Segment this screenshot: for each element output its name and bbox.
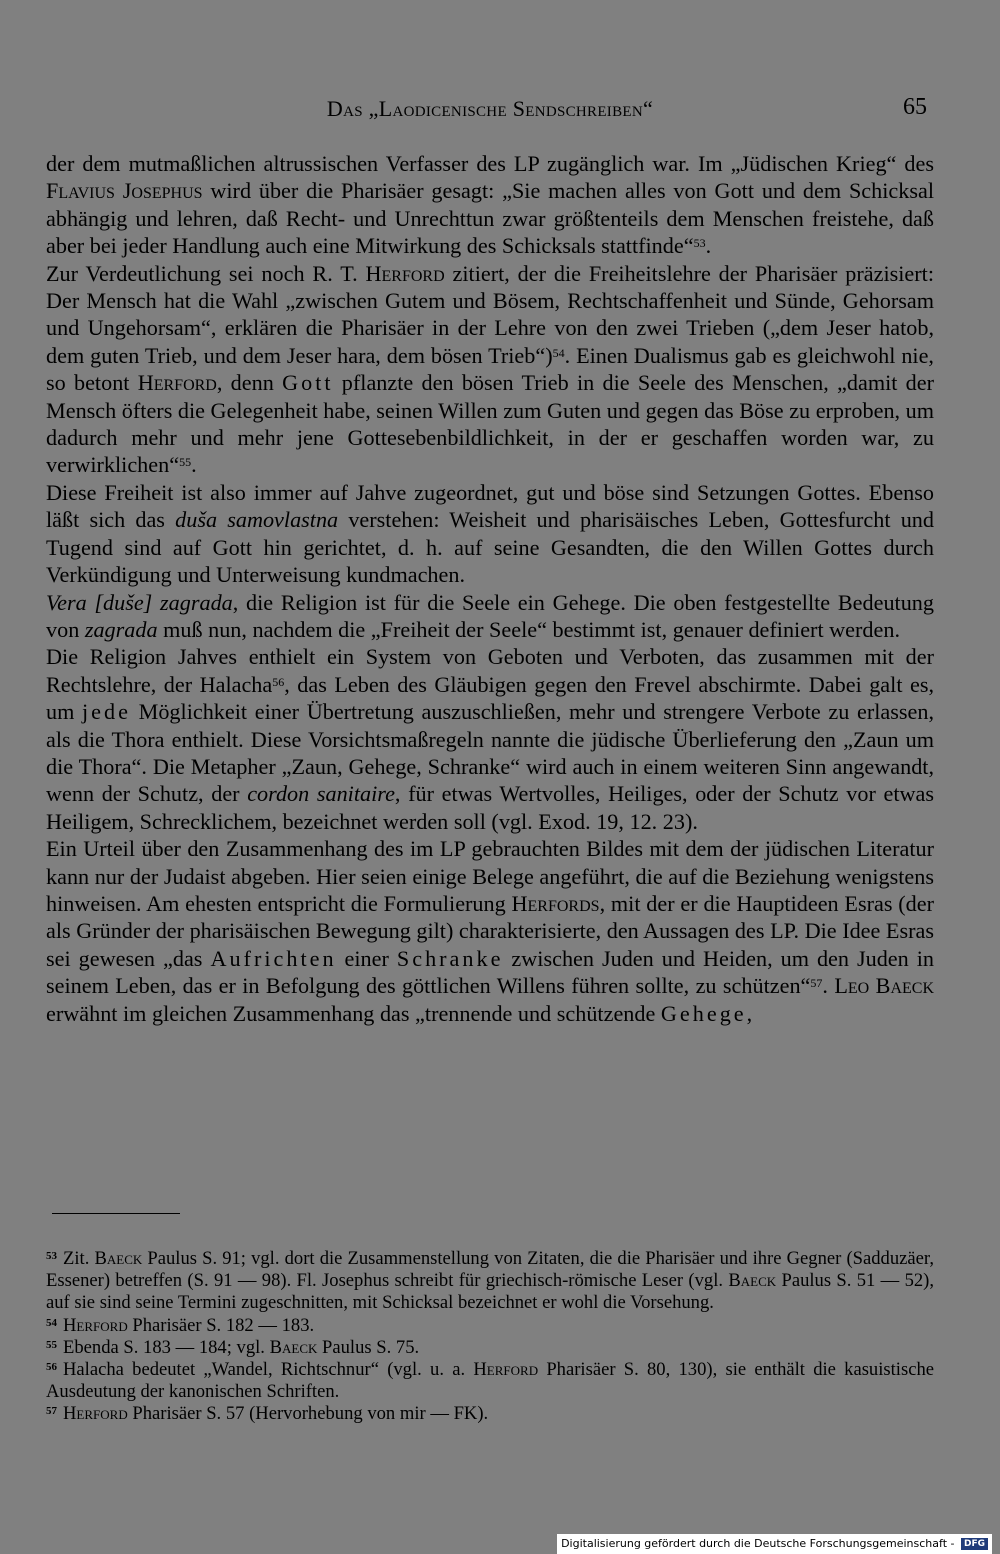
paragraph-4 — [46, 589, 934, 644]
text-run: , denn — [216, 370, 283, 396]
paragraph-2 — [46, 260, 934, 479]
footnote-ref-55[interactable]: 55 — [179, 455, 192, 470]
text-run: einer — [336, 945, 397, 971]
running-title: Das „Laodicenische Sendschreiben“ — [326, 96, 654, 121]
footnote-57 — [46, 1403, 934, 1425]
footnote-53 — [46, 1248, 934, 1315]
text-run: Pharisäer S. 80, 130), sie enthält die kasuistische Ausdeutung der kanonischen Schriften. — [46, 1359, 935, 1403]
footnote-ref-56[interactable]: 56 — [272, 674, 285, 689]
italic-term: zagrada — [84, 616, 158, 642]
italic-term: cordon sanitaire — [247, 781, 395, 807]
footnote-55 — [46, 1337, 934, 1359]
paragraph-1 — [46, 150, 934, 260]
digitization-credit — [557, 1534, 992, 1554]
italic-term: Vera [duše] zagrada — [46, 589, 233, 615]
dfg-logo[interactable]: DFG — [961, 1538, 988, 1550]
author-name: Baeck — [94, 1248, 143, 1269]
text-run: zwischen Juden und Heiden, um den Juden in seinem Leben, das er in Befolgung des göttlichen Willens führen sollte, zu schützen“ — [46, 945, 934, 999]
paragraph-6 — [46, 835, 934, 1027]
text-run: , die Religion ist für die Seele ein Gehege. Die oben festgestellte Bedeutung von — [46, 589, 934, 642]
credit-separator: - — [947, 1537, 958, 1550]
text-run: Ebenda S. 183 — 184; vgl. — [63, 1336, 270, 1358]
text-run: . — [705, 233, 712, 259]
spaced-emphasis: jede — [82, 699, 131, 725]
author-name: Baeck — [728, 1270, 777, 1292]
main-text — [46, 150, 934, 1027]
text-run: Paulus S. 51 — 52), auf sie sind seine Termini zugeschnitten, mit Schicksal bezeichnet er wohl die Vorsehung. — [46, 1270, 935, 1314]
author-name: Herford — [63, 1314, 128, 1336]
author-name: Herford — [365, 260, 445, 286]
text-run: . — [822, 973, 835, 999]
spaced-emphasis: Gott — [282, 370, 334, 396]
italic-term: duša samovlastna — [175, 507, 339, 533]
page-number: 65 — [903, 94, 927, 120]
text-run: Zur Verdeutlichung sei noch R. T. — [46, 260, 366, 286]
footnote-ref-53[interactable]: 53 — [693, 236, 706, 251]
text-run: Pharisäer S. 57 (Hervorhebung von mir — FK). — [127, 1403, 489, 1425]
author-name: Herfords — [511, 890, 600, 916]
paragraph-3 — [46, 479, 934, 589]
spaced-emphasis: Schranke — [396, 945, 504, 971]
author-name: Herford — [473, 1359, 539, 1381]
text-run: , — [746, 1000, 753, 1026]
text-run: pflanzte den bösen Trieb in die Seele des Menschen, „damit der Mensch öfters die Gelegenheit habe, seinen Willen zum Guten und gegen das Böse zu erproben, um dadurch mehr und mehr jene Gottesebenbildlichkeit, in der er geschaffen worden war, zu verwirklichen“ — [46, 370, 934, 478]
text-run: der dem mutmaßlichen altrussischen Verfasser des LP zugänglich war. Im „Jüdischen Krieg“ des — [46, 151, 934, 176]
text-run: . — [191, 452, 197, 478]
spaced-emphasis: Gehege — [660, 1000, 747, 1026]
text-run: . Einen Dualismus gab es gleichwohl nie, so betont — [46, 342, 934, 396]
credit-text: Digitalisierung gefördert durch die Deutsche Forschungsgemeinschaft — [561, 1537, 948, 1550]
text-run: Zit. — [63, 1248, 95, 1269]
footnote-number: 57 — [46, 1405, 57, 1418]
text-run: Die Religion Jahves enthielt ein System von Geboten und Verboten, das zusammen mit der Rechtslehre, der Halacha — [46, 644, 934, 697]
text-run: Diese Freiheit ist also immer auf Jahve zugeordnet, gut und böse sind Setzungen Gottes. Ebenso läßt sich das — [46, 479, 934, 533]
text-run: Pharisäer S. 182 — 183. — [127, 1314, 315, 1336]
text-run: , für etwas Wertvolles, Heiliges, oder der Schutz vor etwas Heiligem, Schrecklichem, bezeichnet werden soll (vgl. Exod. 19, 12. 23). — [46, 781, 934, 834]
text-run: Halacha bedeutet „Wandel, Richtschnur“ (vgl. u. a. — [63, 1359, 474, 1381]
text-run: verstehen: Weisheit und pharisäisches Leben, Gottesfurcht und Tugend sind auf Gott hin gerichtet, d. h. auf seine Gesandten, die den Willen Gottes durch Verkündigung und Unterweisung kundmachen. — [46, 507, 934, 588]
footnote-number: 54 — [46, 1316, 57, 1329]
paragraph-5 — [46, 643, 934, 835]
footnote-56 — [46, 1359, 934, 1403]
author-name: Herford — [137, 370, 217, 396]
footnote-number: 53 — [46, 1250, 57, 1262]
footnotes — [46, 1248, 934, 1426]
footnote-ref-57[interactable]: 57 — [810, 976, 823, 991]
text-run: , das Leben des Gläubigen gegen den Frevel abschirmte. Dabei galt es, um — [46, 671, 934, 725]
text-run: wird über die Pharisäer gesagt: „Sie machen alles von Gott und dem Schicksal abhängig und lehren, daß Recht- und Unrechttun zwar größtenteils dem Menschen freistehe, daß aber bei jeder Handlung auch eine Mitwirkung des Schicksals stattfinde“ — [46, 178, 934, 259]
footnote-54 — [46, 1315, 934, 1337]
text-run: , mit der er die Hauptideen Esras (der als Gründer der pharisäischen Bewegung gilt) charakterisierte, den Aussagen des LP. Die Idee Esras sei gewesen „das — [46, 890, 935, 971]
text-run: Paulus S. 91; vgl. dort die Zusammenstellung von Zitaten, die die Pharisäer und ihre Gegner (Sadduzäer, Essener) betreffen (S. 91 — 98). Fl. Josephus schreibt für griechisch-römische Leser (vgl. — [46, 1248, 934, 1292]
text-run: Paulus S. 75. — [317, 1336, 420, 1358]
text-run: zitiert, der die Freiheitslehre der Pharisäer präzisiert: Der Mensch hat die Wahl „zwischen Gutem und Bösem, Rechtschaffenheit und Sünde, Gehorsam und Ungehorsam“, erklären die Pharisäer in der Lehre von den zwei Trieben („dem Jeser hatob, dem guten Trieb, und dem Jeser hara, dem bösen Trieb“) — [46, 260, 934, 368]
author-name: Flavius Josephus — [46, 178, 203, 204]
spaced-emphasis: Aufrichten — [210, 945, 337, 971]
footnote-divider — [52, 1213, 180, 1214]
footnote-number: 55 — [46, 1338, 57, 1351]
text-run: Möglichkeit einer Übertretung auszuschließen, mehr und strengere Verbote zu erlassen, als die Thora enthielt. Diese Vorsichtsmaßregeln nannte die jüdische Überlieferung den „Zaun um die Thora“. Die Metapher „Zaun, Gehege, Schranke“ wird auch in einem weiteren Sinn angewandt, wenn der Schutz, der — [46, 699, 934, 807]
text-run: Ein Urteil über den Zusammenhang des im LP gebrauchten Bildes mit dem der jüdischen Literatur kann nur der Judaist abgeben. Hier seien einige Belege angeführt, die auf die Beziehung wenigstens hinweisen. Am ehesten entspricht die Formulierung — [46, 836, 934, 916]
author-name: Baeck — [269, 1336, 318, 1358]
text-run: muß nun, nachdem die „Freiheit der Seele“ bestimmt ist, genauer definiert werden. — [157, 616, 900, 642]
author-name: Leo Baeck — [834, 973, 934, 999]
footnote-ref-54[interactable]: 54 — [552, 345, 565, 360]
footnote-number: 56 — [46, 1361, 57, 1374]
author-name: Herford — [63, 1403, 128, 1425]
text-run: erwähnt im gleichen Zusammenhang das „trennende und schützende — [46, 1000, 661, 1026]
